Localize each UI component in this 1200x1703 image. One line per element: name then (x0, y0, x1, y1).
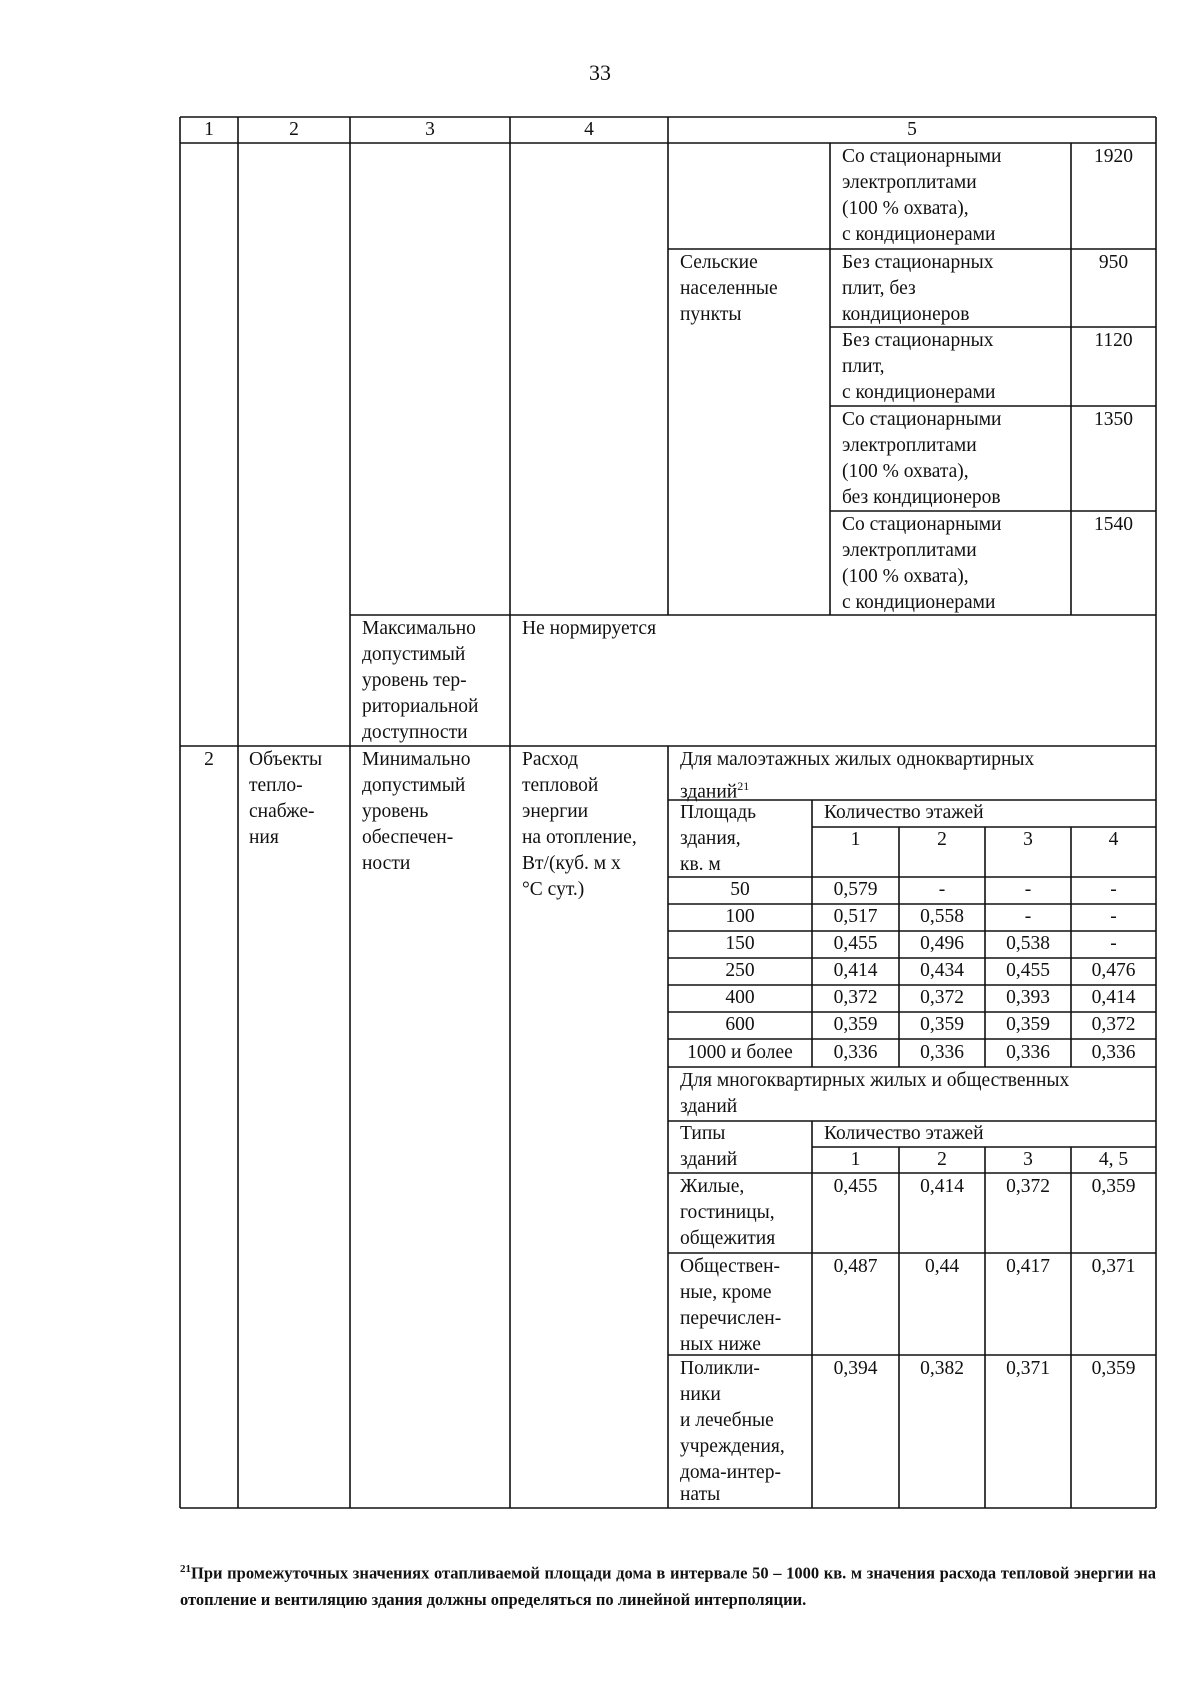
option-line: с кондиционерами (842, 592, 996, 613)
floor-number: 1 (850, 1149, 861, 1170)
value-cell: 0,44 (924, 1256, 960, 1277)
type-header: зданий (680, 1149, 738, 1170)
type-line: учреждения, (680, 1436, 785, 1457)
value-cell: 0,414 (833, 960, 878, 981)
settlement-line: пункты (680, 304, 742, 325)
value-cell: 0,434 (920, 960, 964, 981)
value-cell: 0,476 (1091, 960, 1136, 981)
value-cell: 0,336 (1091, 1042, 1136, 1063)
value-cell: 0,336 (1006, 1042, 1050, 1063)
value-cell: - (1110, 879, 1117, 900)
norm-value: 950 (1098, 252, 1129, 273)
object-line: ния (249, 827, 279, 848)
type-line: Жилые, (680, 1176, 745, 1197)
floor-number: 2 (937, 1149, 947, 1170)
settlement-line: населенные (680, 278, 778, 299)
value-cell: 0,336 (833, 1042, 878, 1063)
area-cell: 600 (725, 1014, 755, 1035)
option-line: Без стационарных (842, 252, 994, 273)
value-cell: 0,372 (1091, 1014, 1136, 1035)
value-cell: 0,372 (833, 987, 878, 1008)
footnote-mark: 21 (180, 1563, 191, 1575)
floor-number: 1 (850, 829, 861, 850)
value-cell: - (1110, 933, 1117, 954)
floor-number: 2 (937, 829, 947, 850)
option-line: Со стационарными (842, 146, 1002, 167)
type-line: перечислен- (680, 1308, 782, 1329)
value-cell: 0,371 (1091, 1256, 1136, 1277)
area-cell: 50 (730, 879, 750, 900)
floor-number: 4 (1108, 829, 1119, 850)
value-cell: - (1024, 879, 1032, 900)
norm-value: 1920 (1094, 146, 1133, 167)
column-header: 2 (289, 119, 299, 140)
value-cell: - (1024, 906, 1032, 927)
value-cell: - (1110, 906, 1117, 927)
max-level-label: уровень тер- (362, 670, 467, 691)
value-cell: 0,371 (1006, 1358, 1050, 1379)
value-cell: 0,414 (920, 1176, 964, 1197)
footnote (180, 1556, 1156, 1613)
floors-header: Количество этажей (824, 1123, 984, 1144)
multi-title: Для многоквартирных жилых и общественных (680, 1070, 1070, 1091)
value-cell: 0,455 (833, 933, 878, 954)
floor-number: 3 (1023, 829, 1033, 850)
type-line: Поликли- (680, 1358, 760, 1379)
column-header: 4 (584, 119, 594, 140)
type-line: ники (680, 1384, 721, 1405)
option-line: Со стационарными (842, 409, 1002, 430)
area-cell: 1000 и более (687, 1042, 793, 1063)
indicator-line: энергии (522, 801, 589, 822)
value-cell: 0,359 (920, 1014, 964, 1035)
option-line: с кондиционерами (842, 382, 996, 403)
value-cell: 0,372 (1006, 1176, 1050, 1197)
level-line: уровень (362, 801, 429, 822)
area-header: Площадь (680, 802, 757, 823)
option-line: электроплитами (842, 540, 977, 561)
value-cell: 0,455 (1006, 960, 1050, 981)
max-level-label: риториальной (362, 696, 479, 717)
area-cell: 150 (725, 933, 755, 954)
type-line: ные, кроме (680, 1282, 772, 1303)
norm-value: 1540 (1094, 514, 1133, 535)
value-cell: 0,558 (920, 906, 964, 927)
norm-value: 1120 (1094, 330, 1133, 351)
floors-header: Количество этажей (824, 802, 984, 823)
option-line: кондиционеров (842, 304, 970, 325)
max-level-value: Не нормируется (522, 618, 657, 639)
settlement-line: Сельские (680, 252, 758, 273)
value-cell: 0,393 (1006, 987, 1050, 1008)
page-number: 33 (589, 60, 611, 85)
low-rise-title-line2: зданий$^{21}$ (680, 779, 750, 803)
area-cell: 400 (725, 987, 755, 1008)
option-line: с кондиционерами (842, 224, 996, 245)
level-line: обеспечен- (362, 827, 454, 848)
option-line: Без стационарных (842, 330, 994, 351)
area-header: кв. м (680, 854, 721, 875)
type-line: гостиницы, (680, 1202, 775, 1223)
value-cell: 0,359 (1006, 1014, 1050, 1035)
value-cell: 0,382 (920, 1358, 964, 1379)
multi-title: зданий (680, 1096, 738, 1117)
type-line: общежития (680, 1228, 776, 1249)
indicator-line: °С сут.) (522, 879, 585, 900)
column-header: 3 (425, 119, 435, 140)
value-cell: 0,455 (833, 1176, 878, 1197)
level-line: допустимый (362, 775, 466, 796)
low-rise-title: Для малоэтажных жилых одноквартирных (680, 749, 1035, 770)
indicator-line: Вт/(куб. м х (522, 853, 621, 874)
type-line: наты (680, 1484, 721, 1505)
option-line: (100 % охвата), (842, 461, 969, 482)
area-cell: 250 (725, 960, 755, 981)
type-line: ных ниже (680, 1334, 761, 1355)
value-cell: 0,394 (833, 1358, 878, 1379)
object-line: снабже- (249, 801, 315, 822)
type-line: дома-интер- (680, 1462, 781, 1483)
type-line: Обществен- (680, 1256, 781, 1277)
type-line: и лечебные (680, 1410, 774, 1431)
floor-number: 3 (1023, 1149, 1033, 1170)
area-header: здания, (680, 828, 741, 849)
max-level-label: Максимально (362, 618, 476, 639)
column-header: 5 (907, 119, 917, 140)
norm-value: 1350 (1094, 409, 1133, 430)
value-cell: 0,359 (1091, 1358, 1136, 1379)
option-line: без кондиционеров (842, 487, 1001, 508)
footnote-mark: 21 (737, 779, 750, 793)
option-line: плит, (842, 356, 885, 377)
floor-number: 4, 5 (1098, 1149, 1129, 1170)
column-header: 1 (204, 119, 214, 140)
indicator-line: на отопление, (522, 827, 637, 848)
option-line: (100 % охвата), (842, 198, 969, 219)
footnote-text: При промежуточных значениях отапливаемой площади дома в интервале 50 – 1000 кв. м значения расхода тепловой энергии на отопление и вентиляцию здания должны определяться по линейной интерполяции. (180, 1563, 1156, 1609)
value-cell: 0,336 (920, 1042, 964, 1063)
value-cell: 0,417 (1006, 1256, 1050, 1277)
area-cell: 100 (725, 906, 755, 927)
value-cell: 0,372 (920, 987, 964, 1008)
level-line: ности (362, 853, 411, 874)
value-cell: 0,538 (1006, 933, 1050, 954)
option-line: Со стационарными (842, 514, 1002, 535)
type-header: Типы (680, 1123, 726, 1144)
value-cell: - (938, 879, 946, 900)
option-line: электроплитами (842, 435, 977, 456)
max-level-label: допустимый (362, 644, 466, 665)
max-level-label: доступности (362, 722, 468, 743)
level-line: Минимально (362, 749, 471, 770)
value-cell: 0,359 (1091, 1176, 1136, 1197)
value-cell: 0,496 (920, 933, 964, 954)
value-cell: 0,517 (833, 906, 878, 927)
object-line: тепло- (249, 775, 303, 796)
object-line: Объекты (249, 749, 323, 770)
value-cell: 0,359 (833, 1014, 878, 1035)
row-number: 2 (204, 749, 214, 770)
indicator-line: тепловой (522, 775, 599, 796)
option-line: плит, без (842, 278, 916, 299)
option-line: электроплитами (842, 172, 977, 193)
value-cell: 0,414 (1091, 987, 1136, 1008)
option-line: (100 % охвата), (842, 566, 969, 587)
indicator-line: Расход (522, 749, 579, 770)
value-cell: 0,579 (833, 879, 878, 900)
value-cell: 0,487 (833, 1256, 878, 1277)
